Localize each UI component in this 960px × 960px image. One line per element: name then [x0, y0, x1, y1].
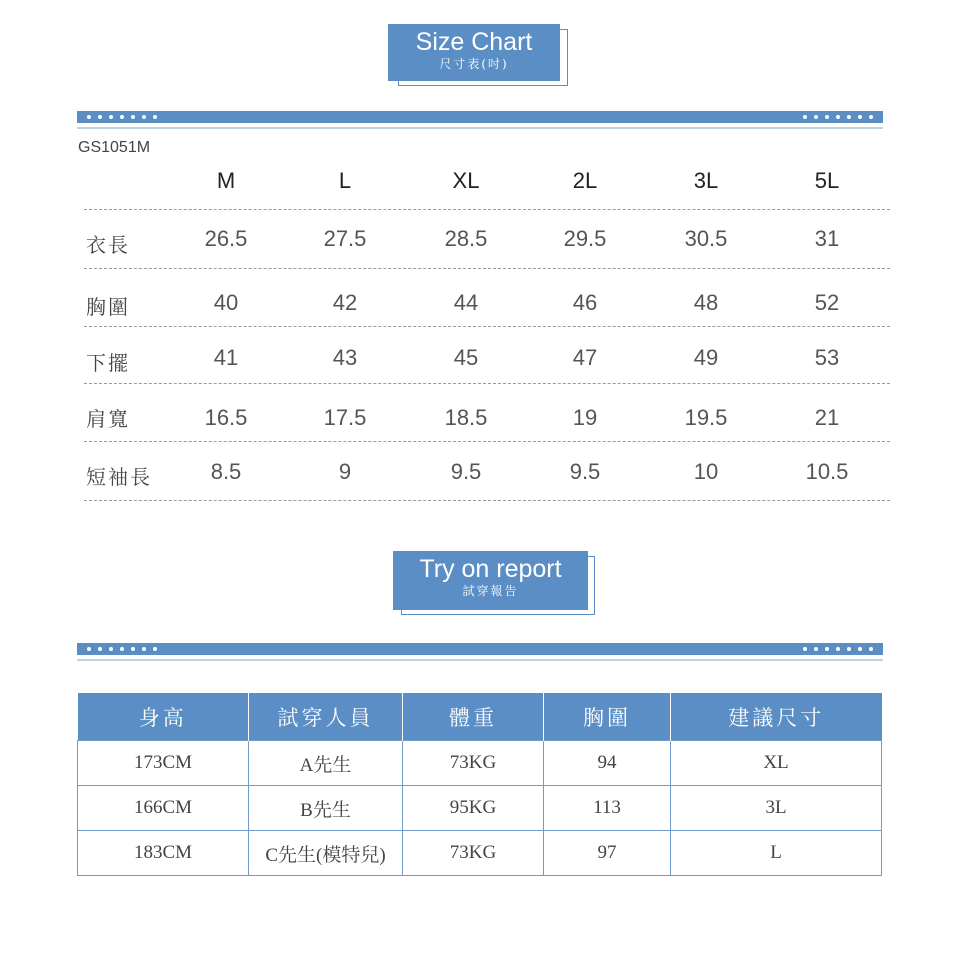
- size-header-cell: M: [216, 168, 236, 193]
- try-on-title: Try on report: [419, 555, 562, 583]
- band-dots-left: [87, 643, 157, 655]
- cell-tester: A先生: [249, 741, 403, 786]
- try-on-badge-box: [393, 551, 588, 610]
- measurement-value: 9.5: [569, 459, 601, 484]
- cell-height: 166CM: [78, 786, 249, 831]
- measurement-value: 27.5: [323, 226, 367, 251]
- cell-chest: 94: [544, 741, 671, 786]
- size-chart-header-row: [84, 160, 890, 210]
- try-on-header-row: [78, 693, 882, 741]
- header-weight: 體重: [403, 693, 544, 741]
- model-number: GS1051M: [78, 139, 151, 156]
- size-chart-title: Size Chart: [415, 28, 533, 56]
- measurement-value: 8.5: [210, 459, 242, 484]
- measurement-label: 肩寬: [86, 407, 130, 431]
- size-chart-row: [84, 442, 890, 501]
- measurement-value: 9.5: [450, 459, 482, 484]
- cell-height: 183CM: [78, 831, 249, 876]
- size-chart-row: [84, 269, 890, 327]
- header-height: 身高: [78, 693, 249, 741]
- header-recommended-size: 建議尺寸: [671, 693, 882, 741]
- cell-tester: C先生(模特兒): [249, 831, 403, 876]
- size-header-cell: L: [338, 168, 352, 193]
- measurement-value: 49: [693, 345, 719, 370]
- size-chart-row: [84, 384, 890, 442]
- section-divider-line: [77, 659, 883, 661]
- measurement-value: 16.5: [204, 405, 248, 430]
- measurement-value: 53: [814, 345, 840, 370]
- cell-chest: 97: [544, 831, 671, 876]
- measurement-value: 10: [693, 459, 719, 484]
- measurement-value: 21: [814, 405, 840, 430]
- size-header-cell: XL: [452, 168, 480, 193]
- measurement-value: 40: [213, 290, 239, 315]
- cell-weight: 73KG: [403, 741, 544, 786]
- size-header-cell: 5L: [814, 168, 840, 193]
- table-row: [78, 831, 882, 876]
- section-divider-line: [77, 127, 883, 129]
- measurement-value: 9: [338, 459, 352, 484]
- cell-recommended-size: L: [671, 831, 882, 876]
- measurement-value: 28.5: [444, 226, 488, 251]
- band-dots-right: [803, 643, 873, 655]
- measurement-value: 43: [332, 345, 358, 370]
- measurement-value: 10.5: [805, 459, 849, 484]
- measurement-value: 41: [213, 345, 239, 370]
- cell-weight: 73KG: [403, 831, 544, 876]
- measurement-label: 下擺: [86, 351, 130, 375]
- band-dots-left: [87, 111, 157, 123]
- try-on-subtitle: 試穿報告: [462, 584, 519, 598]
- cell-chest: 113: [544, 786, 671, 831]
- band-dots-right: [803, 111, 873, 123]
- measurement-label: 胸圍: [86, 295, 130, 319]
- cell-recommended-size: XL: [671, 741, 882, 786]
- table-row: [78, 741, 882, 786]
- measurement-value: 47: [572, 345, 598, 370]
- measurement-value: 19.5: [684, 405, 728, 430]
- measurement-value: 48: [693, 290, 719, 315]
- size-header-cell: 3L: [693, 168, 719, 193]
- try-on-table: [77, 693, 882, 876]
- measurement-value: 52: [814, 290, 840, 315]
- header-chest: 胸圍: [544, 693, 671, 741]
- measurement-value: 17.5: [323, 405, 367, 430]
- size-chart-row: [84, 327, 890, 384]
- size-header-cell: 2L: [572, 168, 598, 193]
- measurement-value: 30.5: [684, 226, 728, 251]
- measurement-label: 衣長: [86, 233, 130, 257]
- measurement-value: 42: [332, 290, 358, 315]
- size-chart-badge-box: [388, 24, 560, 81]
- table-row: [78, 786, 882, 831]
- cell-tester: B先生: [249, 786, 403, 831]
- header-tester: 試穿人員: [249, 693, 403, 741]
- section-divider-band: [77, 643, 883, 655]
- cell-recommended-size: 3L: [671, 786, 882, 831]
- measurement-value: 46: [572, 290, 598, 315]
- size-chart-subtitle: 尺寸表(吋): [439, 57, 509, 71]
- section-divider-band: [77, 111, 883, 123]
- cell-weight: 95KG: [403, 786, 544, 831]
- measurement-value: 26.5: [204, 226, 248, 251]
- cell-height: 173CM: [78, 741, 249, 786]
- measurement-value: 44: [453, 290, 479, 315]
- measurement-label: 短袖長: [86, 465, 152, 489]
- measurement-value: 45: [453, 345, 479, 370]
- measurement-value: 29.5: [563, 226, 607, 251]
- measurement-value: 18.5: [444, 405, 488, 430]
- size-chart-row: [84, 210, 890, 269]
- measurement-value: 19: [572, 405, 598, 430]
- measurement-value: 31: [814, 226, 840, 251]
